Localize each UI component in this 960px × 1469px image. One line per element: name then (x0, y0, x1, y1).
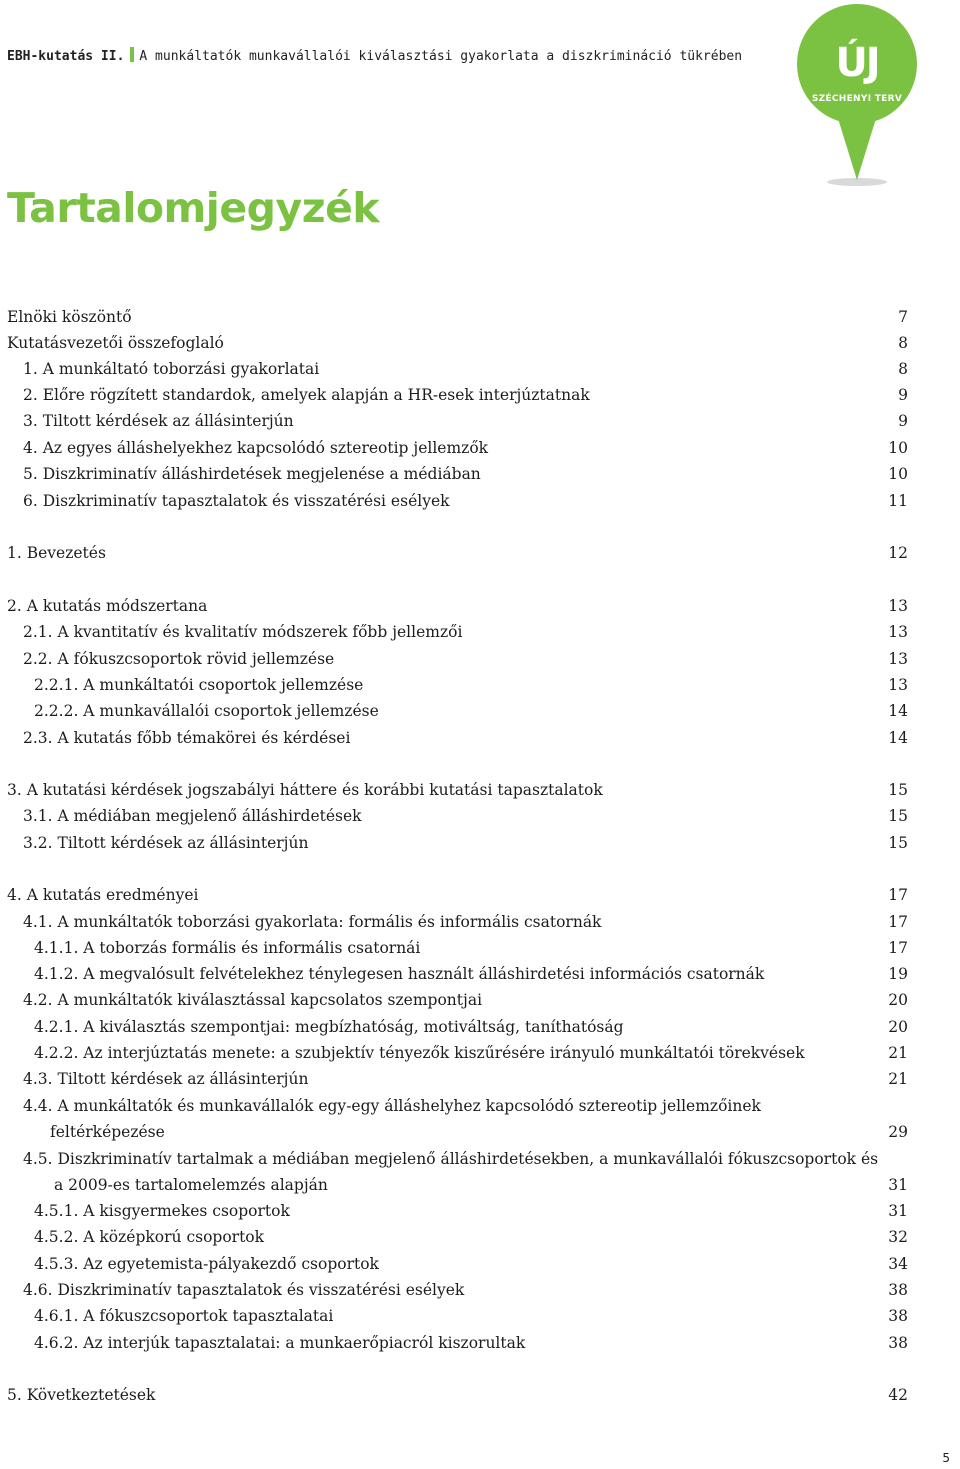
toc-entry-page: 10 (888, 439, 908, 457)
toc-entry-title: 4.5.2. A középkorú csoportok (34, 1228, 265, 1246)
toc-entry (0, 358, 960, 380)
toc-entry (0, 805, 960, 827)
toc-entry (0, 700, 960, 722)
toc-entry-page: 31 (888, 1202, 908, 1220)
toc-entry (0, 674, 960, 696)
toc-entry-title: a 2009-es tartalomelemzés alapján (54, 1176, 328, 1194)
toc-entry-page: 13 (888, 650, 908, 668)
toc-entry-title: 4.6.2. Az interjúk tapasztalatai: a munkaerőpiacról kiszorultak (34, 1334, 526, 1352)
toc-entry-title: 4.2.1. A kiválasztás szempontjai: megbízhatóság, motiváltság, taníthatóság (34, 1018, 624, 1036)
toc-entry-title: 4.3. Tiltott kérdések az állásinterjún (23, 1070, 309, 1088)
toc-entry-title: 4.4. A munkáltatók és munkavállalók egy-egy álláshelyhez kapcsolódó sztereotip jellemzőinek (23, 1097, 761, 1115)
toc-entry-title: 2.2.1. A munkáltatói csoportok jellemzése (34, 676, 364, 694)
toc-entry (0, 648, 960, 670)
toc-entry (0, 911, 960, 933)
toc-entry-page: 7 (898, 308, 908, 326)
toc-entry (0, 1095, 960, 1117)
toc-entry (0, 779, 960, 801)
toc-entry-title: 4.5.1. A kisgyermekes csoportok (34, 1202, 290, 1220)
toc-entry-page: 9 (898, 386, 908, 404)
toc-entry (0, 1305, 960, 1327)
toc-entry-title: 2.3. A kutatás főbb témakörei és kérdései (23, 729, 351, 747)
toc-entry-page: 17 (888, 913, 908, 931)
toc-entry-title: 4.1. A munkáltatók toborzási gyakorlata: formális és informális csatornák (23, 913, 602, 931)
toc-entry (0, 884, 960, 906)
toc-entry (0, 306, 960, 328)
toc-entry-page: 32 (888, 1228, 908, 1246)
toc-entry (0, 963, 960, 985)
toc-entry-title: 6. Diszkriminatív tapasztalatok és visszatérési esélyek (23, 492, 450, 510)
toc-entry (0, 727, 960, 749)
toc-entry-page: 11 (888, 492, 908, 510)
toc-entry-page: 14 (888, 702, 908, 720)
toc-entry-page: 14 (888, 729, 908, 747)
toc-entry (0, 463, 960, 485)
toc-entry-title: 5. Diszkriminatív álláshirdetések megjelenése a médiában (23, 465, 481, 483)
toc-entry (0, 832, 960, 854)
toc-entry-title: 4.6. Diszkriminatív tapasztalatok és visszatérési esélyek (23, 1281, 465, 1299)
page-title: Tartalomjegyzék (7, 184, 380, 232)
toc-entry-page: 17 (888, 939, 908, 957)
toc-entry-page: 13 (888, 676, 908, 694)
toc-entry-title: 3.1. A médiában megjelenő álláshirdetések (23, 807, 362, 825)
toc-entry (0, 1226, 960, 1248)
page-number: 5 (942, 1451, 950, 1465)
toc-entry-page: 15 (888, 834, 908, 852)
toc-entry (0, 1068, 960, 1090)
toc-entry (0, 1332, 960, 1354)
toc-entry-page: 20 (888, 991, 908, 1009)
toc-entry (0, 490, 960, 512)
toc-entry-page: 10 (888, 465, 908, 483)
logo-sub-text: SZÉCHENYI TERV (811, 94, 903, 104)
toc-entry-title: Kutatásvezetői összefoglaló (7, 334, 224, 352)
toc-entry (0, 621, 960, 643)
toc-entry-page: 29 (888, 1123, 908, 1141)
toc-entry-page: 19 (888, 965, 908, 983)
toc-entry (0, 332, 960, 354)
toc-entry-page: 15 (888, 781, 908, 799)
toc-entry-title: 3. Tiltott kérdések az állásinterjún (23, 412, 294, 430)
toc-entry (0, 1148, 960, 1170)
toc-entry-page: 15 (888, 807, 908, 825)
toc-entry (0, 542, 960, 564)
toc-entry (0, 1279, 960, 1301)
toc-entry-title: 4.5. Diszkriminatív tartalmak a médiában megjelenő álláshirdetésekben, a munkavállalói fókuszcsoportok és (23, 1150, 879, 1168)
toc-entry (0, 1200, 960, 1222)
toc-entry (0, 1384, 960, 1406)
toc-entry-page: 13 (888, 597, 908, 615)
toc-entry-title: 3. A kutatási kérdések jogszabályi háttere és korábbi kutatási tapasztalatok (7, 781, 603, 799)
toc-entry-title: 2. A kutatás módszertana (7, 597, 208, 615)
toc-entry-title: 4. A kutatás eredményei (7, 886, 199, 904)
toc-entry-title: 4.5.3. Az egyetemista-pályakezdő csoportok (34, 1255, 379, 1273)
toc-entry-page: 17 (888, 886, 908, 904)
toc-entry-page: 8 (898, 360, 908, 378)
header-series: EBH-kutatás II. (7, 49, 125, 64)
toc-entry (0, 595, 960, 617)
toc-entry-page: 20 (888, 1018, 908, 1036)
toc-entry-title: 4.2. A munkáltatók kiválasztással kapcsolatos szempontjai (23, 991, 483, 1009)
toc-entry (0, 1042, 960, 1064)
toc-entry (0, 937, 960, 959)
toc-entry (0, 1253, 960, 1275)
header-subtitle: A munkáltatók munkavállalói kiválasztási gyakorlata a diszkrimináció tükrében (139, 49, 743, 64)
toc-entry (0, 410, 960, 432)
toc-entry-page: 38 (888, 1334, 908, 1352)
toc-entry (0, 437, 960, 459)
toc-entry-page: 34 (888, 1255, 908, 1273)
toc-entry-page: 9 (898, 412, 908, 430)
toc-entry (0, 1174, 960, 1196)
toc-entry-title: 4. Az egyes álláshelyekhez kapcsolódó sztereotip jellemzők (23, 439, 489, 457)
toc-entry-page: 8 (898, 334, 908, 352)
toc-entry-title: 4.1.1. A toborzás formális és informális csatornái (34, 939, 421, 957)
toc-entry (0, 384, 960, 406)
toc-entry-title: 2.2.2. A munkavállalói csoportok jellemzése (34, 702, 379, 720)
toc-entry-title: 3.2. Tiltott kérdések az állásinterjún (23, 834, 309, 852)
toc-entry-title: 4.2.2. Az interjúztatás menete: a szubjektív tényezők kiszűrésére irányuló munkáltatói törekvések (34, 1044, 805, 1062)
toc-entry-title: 1. A munkáltató toborzási gyakorlatai (23, 360, 320, 378)
toc-entry-title: 5. Következtetések (7, 1386, 156, 1404)
toc-entry (0, 1121, 960, 1143)
toc-entry-page: 38 (888, 1281, 908, 1299)
toc-entry-page: 12 (888, 544, 908, 562)
toc-entry-title: 2. Előre rögzített standardok, amelyek alapján a HR-esek interjúztatnak (23, 386, 590, 404)
toc-entry-title: 2.1. A kvantitatív és kvalitatív módszerek főbb jellemzői (23, 623, 463, 641)
toc-entry-page: 42 (888, 1386, 908, 1404)
toc-entry-page: 21 (888, 1044, 908, 1062)
toc-entry (0, 989, 960, 1011)
toc-entry-page: 38 (888, 1307, 908, 1325)
toc-entry-title: 2.2. A fókuszcsoportok rövid jellemzése (23, 650, 335, 668)
toc-entry-title: 4.6.1. A fókuszcsoportok tapasztalatai (34, 1307, 334, 1325)
toc-entry-page: 31 (888, 1176, 908, 1194)
toc-entry (0, 1016, 960, 1038)
toc-entry-page: 21 (888, 1070, 908, 1088)
toc-entry-title: feltérképezése (50, 1123, 165, 1141)
toc-entry-title: 1. Bevezetés (7, 544, 106, 562)
toc-entry-title: Elnöki köszöntő (7, 308, 132, 326)
toc-entry-page: 13 (888, 623, 908, 641)
logo-main-text: ÚJ (835, 40, 879, 86)
toc-entry-title: 4.1.2. A megvalósult felvételekhez ténylegesen használt álláshirdetési információs csatornák (34, 965, 765, 983)
